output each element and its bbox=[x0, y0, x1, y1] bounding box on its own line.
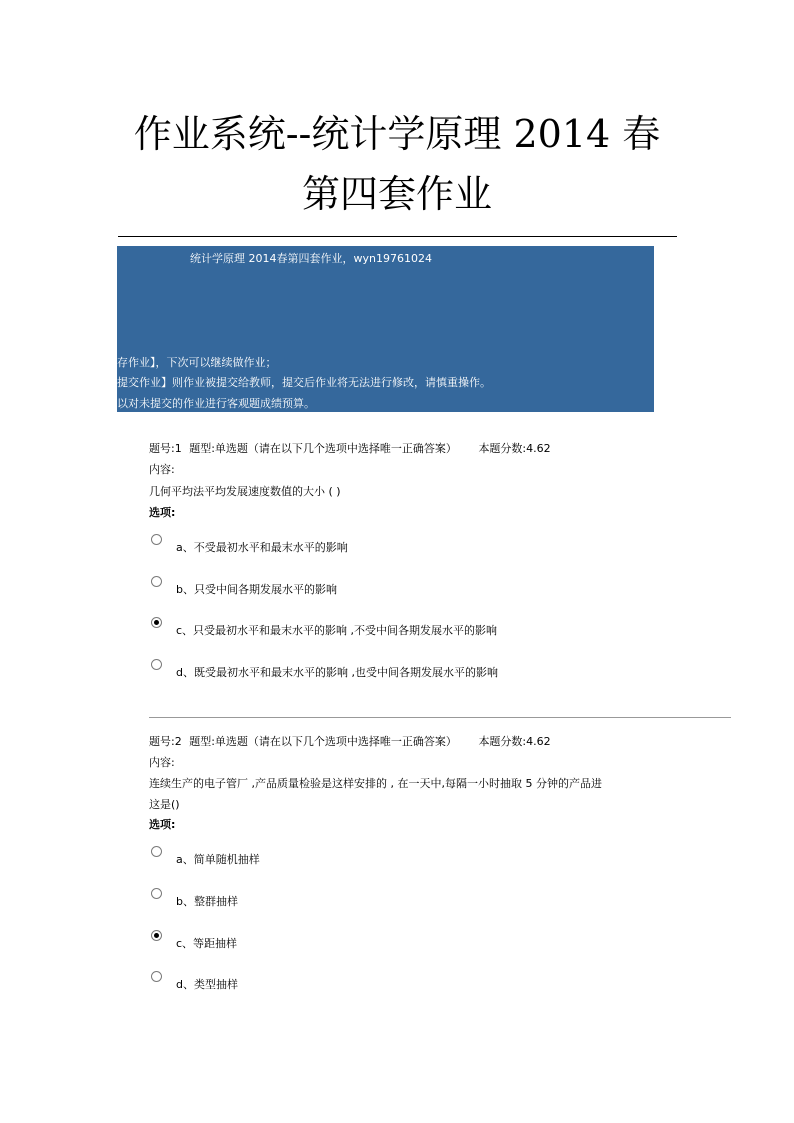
title-divider bbox=[118, 236, 677, 237]
question-1-option-a[interactable] bbox=[151, 540, 348, 555]
radio-checked-icon[interactable] bbox=[151, 930, 162, 941]
question-1-score: 本题分数:4.62 bbox=[478, 442, 551, 455]
option-label: d、既受最初水平和最末水平的影响 ,也受中间各期发展水平的影响 bbox=[176, 666, 498, 679]
question-2-content-label: 内容: bbox=[149, 756, 175, 769]
radio-checked-icon[interactable] bbox=[151, 617, 162, 628]
option-label: d、类型抽样 bbox=[176, 978, 238, 991]
question-divider bbox=[149, 717, 731, 718]
radio-icon[interactable] bbox=[151, 888, 162, 899]
question-1-type: 题型:单选题（请在以下几个选项中选择唯一正确答案） bbox=[189, 442, 457, 455]
question-1-option-c[interactable] bbox=[151, 623, 497, 638]
option-label: b、整群抽样 bbox=[176, 895, 238, 908]
question-2-number: 题号:2 bbox=[149, 735, 182, 748]
question-1-header bbox=[149, 441, 555, 456]
question-1-option-d[interactable] bbox=[151, 665, 498, 680]
option-label: a、不受最初水平和最末水平的影响 bbox=[176, 541, 348, 554]
banner-note-submit: 提交作业】则作业被提交给教师，提交后作业将无法进行修改，请慎重操作。 bbox=[117, 376, 491, 389]
option-label: a、简单随机抽样 bbox=[176, 853, 260, 866]
option-label: c、等距抽样 bbox=[176, 937, 238, 950]
banner-note-estimate: 以对未提交的作业进行客观题成绩预算。 bbox=[117, 397, 315, 410]
question-1-option-b[interactable] bbox=[151, 582, 337, 597]
question-2-type: 题型:单选题（请在以下几个选项中选择唯一正确答案） bbox=[189, 735, 457, 748]
question-1-options-label: 选项: bbox=[149, 506, 176, 519]
question-2-options-label: 选项: bbox=[149, 818, 176, 831]
question-2-option-b[interactable] bbox=[151, 894, 238, 909]
radio-icon[interactable] bbox=[151, 576, 162, 587]
question-2-option-c[interactable] bbox=[151, 936, 237, 951]
radio-icon[interactable] bbox=[151, 659, 162, 670]
question-2-score: 本题分数:4.62 bbox=[478, 735, 551, 748]
question-2-option-a[interactable] bbox=[151, 852, 260, 867]
page-title bbox=[0, 104, 794, 224]
page-title-line-1: 作业系统--统计学原理 2014 春 bbox=[133, 112, 661, 156]
question-2-content-line-1: 连续生产的电子管厂 ,产品质量检验是这样安排的 , 在一天中,每隔一小时抽取 5 分钟的产品进 bbox=[149, 777, 602, 790]
question-2-header bbox=[149, 734, 555, 749]
question-1-content: 几何平均法平均发展速度数值的大小 ( ) bbox=[149, 485, 341, 498]
question-2-content-line-2: 这是() bbox=[149, 798, 180, 811]
question-1-content-label: 内容: bbox=[149, 463, 175, 476]
radio-icon[interactable] bbox=[151, 971, 162, 982]
radio-icon[interactable] bbox=[151, 846, 162, 857]
radio-icon[interactable] bbox=[151, 534, 162, 545]
option-label: b、只受中间各期发展水平的影响 bbox=[176, 583, 337, 596]
question-1-number: 题号:1 bbox=[149, 442, 182, 455]
banner-note-save: 存作业】，下次可以继续做作业； bbox=[117, 356, 277, 369]
banner-course-line: 统计学原理 2014春第四套作业，wyn19761024 bbox=[190, 252, 432, 265]
page-title-line-2: 第四套作业 bbox=[301, 172, 492, 216]
assignment-banner bbox=[117, 246, 654, 412]
option-label: c、只受最初水平和最末水平的影响 ,不受中间各期发展水平的影响 bbox=[176, 624, 498, 637]
question-2-option-d[interactable] bbox=[151, 977, 238, 992]
